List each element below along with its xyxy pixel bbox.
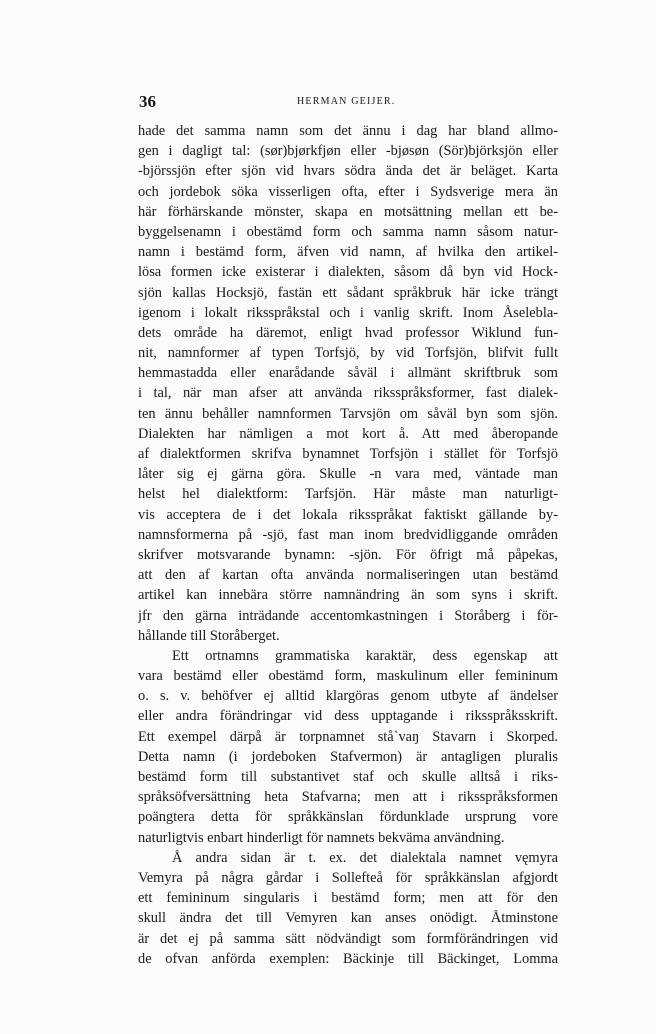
text-line: Å andra sidan är t. ex. det dialektala namnet vęmyra [172,849,558,866]
text-line: Ett exempel därpå är torpnamnet stå`vaŋ Stavarn i Skorped. [138,728,558,745]
text-line: artikel kan innebära större namnändring än som syns i skrift. [138,587,558,604]
text-line: o. s. v. behöfver ej alltid klargöras genom utbyte af ändelser [138,688,558,705]
text-line: att den af kartan ofta använda normaliseringen utan bestämd [138,567,558,584]
text-line: namn i bestämd form, äfven vid namn, af hvilka den artikel- [138,244,558,261]
text-line: Detta namn (i jordeboken Stafvermon) är antagligen pluralis [138,748,558,765]
text-line: jfr den gärna inträdande accentomkastningen i Storåberg i för- [138,607,558,624]
text-line: och jordebok söka visserligen ofta, efter i Sydsverige mera än [138,183,558,200]
text-line: skrifver motsvarande bynamn: -sjön. För öfrigt må påpekas, [138,546,558,563]
page-number: 36 [139,92,156,111]
text-line: nit, namnformer af typen Torfsjö, by vid Torfsjön, blifvit fullt [138,345,558,362]
text-line: poängtera detta för språkkänslan fördunklade ursprung vore [138,809,558,826]
body-text [138,121,558,969]
text-line: hållande till Storåberget. [138,627,280,644]
text-line: eller andra förändringar vid dess upptagande i riksspråksskrift. [138,708,558,725]
text-line: igenom i lokalt riksspråkstal och i vanlig skrift. Inom Åselebla- [138,304,558,321]
text-line: gen i dagligt tal: (sør)bjørkfjøn eller -bjøsøn (Sör)björksjön eller [138,143,558,160]
text-line: -björssjön efter sjön vid hvars södra ända det är beläget. Karta [138,163,558,180]
text-line: låter sig ej gärna göra. Skulle -n vara med, väntade man [138,466,558,483]
text-line: Vemyra på några gårdar i Sollefteå för språkkänslan afgjordt [138,869,558,886]
text-line: ett femininum singularis i bestämd form; men att för den [138,890,558,907]
text-line: de ofvan anförda exemplen: Bäckinje till Bäckinget, Lomma [138,950,558,967]
text-line: vara bestämd eller obestämd form, maskulinum eller femininum [138,668,558,685]
running-head: HERMAN GEIJER. [297,96,396,107]
text-line: Dialekten har nämligen a mot kort å. Att med åberopande [138,425,558,442]
text-line: byggelsenamn i obestämd form och samma namn såsom natur- [138,223,558,240]
text-line: sjön kallas Hocksjö, fastän ett sådant språkbruk här icke trängt [138,284,558,301]
text-line: hade det samma namn som det ännu i dag har bland allmo- [138,123,558,139]
page-header [139,92,559,112]
text-line: skull ändra det till Vemyren kan anses onödigt. Åtminstone [138,910,558,927]
text-line: vis acceptera de i det lokala riksspråkat faktiskt gällande by- [138,506,558,523]
text-line: dets område ha däremot, enligt hvad professor Wiklund fun- [138,324,558,341]
text-line: af dialektformen skrifva bynamnet Torfsjön i stället för Torfsjö [138,446,558,462]
text-line: namnsformerna på -sjö, fast man inom bredvidliggande områden [138,526,558,543]
text-line: hemmastadda eller enarådande såväl i allmänt skriftbruk som [138,365,558,382]
text-line: bestämd form till substantivet staf och skulle alltså i riks- [138,769,558,785]
text-line: är det ej på samma sätt nödvändigt som formförändringen vid [138,930,558,947]
text-line: naturligtvis enbart hinderligt för namnets bekväma användning. [138,829,505,846]
text-line: i tal, när man afser att använda riksspråksformer, fast dialek- [138,385,558,402]
text-line: ten ännu behåller namnformen Tarvsjön om såväl byn som sjön. [138,405,558,422]
text-line: här förhärskande mönster, skapa en motsättning mellan ett be- [138,203,558,220]
text-line: helst hel dialektform: Tarfsjön. Här måste man naturligt- [138,486,558,503]
text-line: språksöfversättning heta Stafvarna; men att i riksspråksformen [138,789,558,806]
text-line: Ett ortnamns grammatiska karaktär, dess egenskap att [172,647,558,664]
text-line: lösa formen icke existerar i dialekten, såsom då byn vid Hock- [138,264,558,281]
